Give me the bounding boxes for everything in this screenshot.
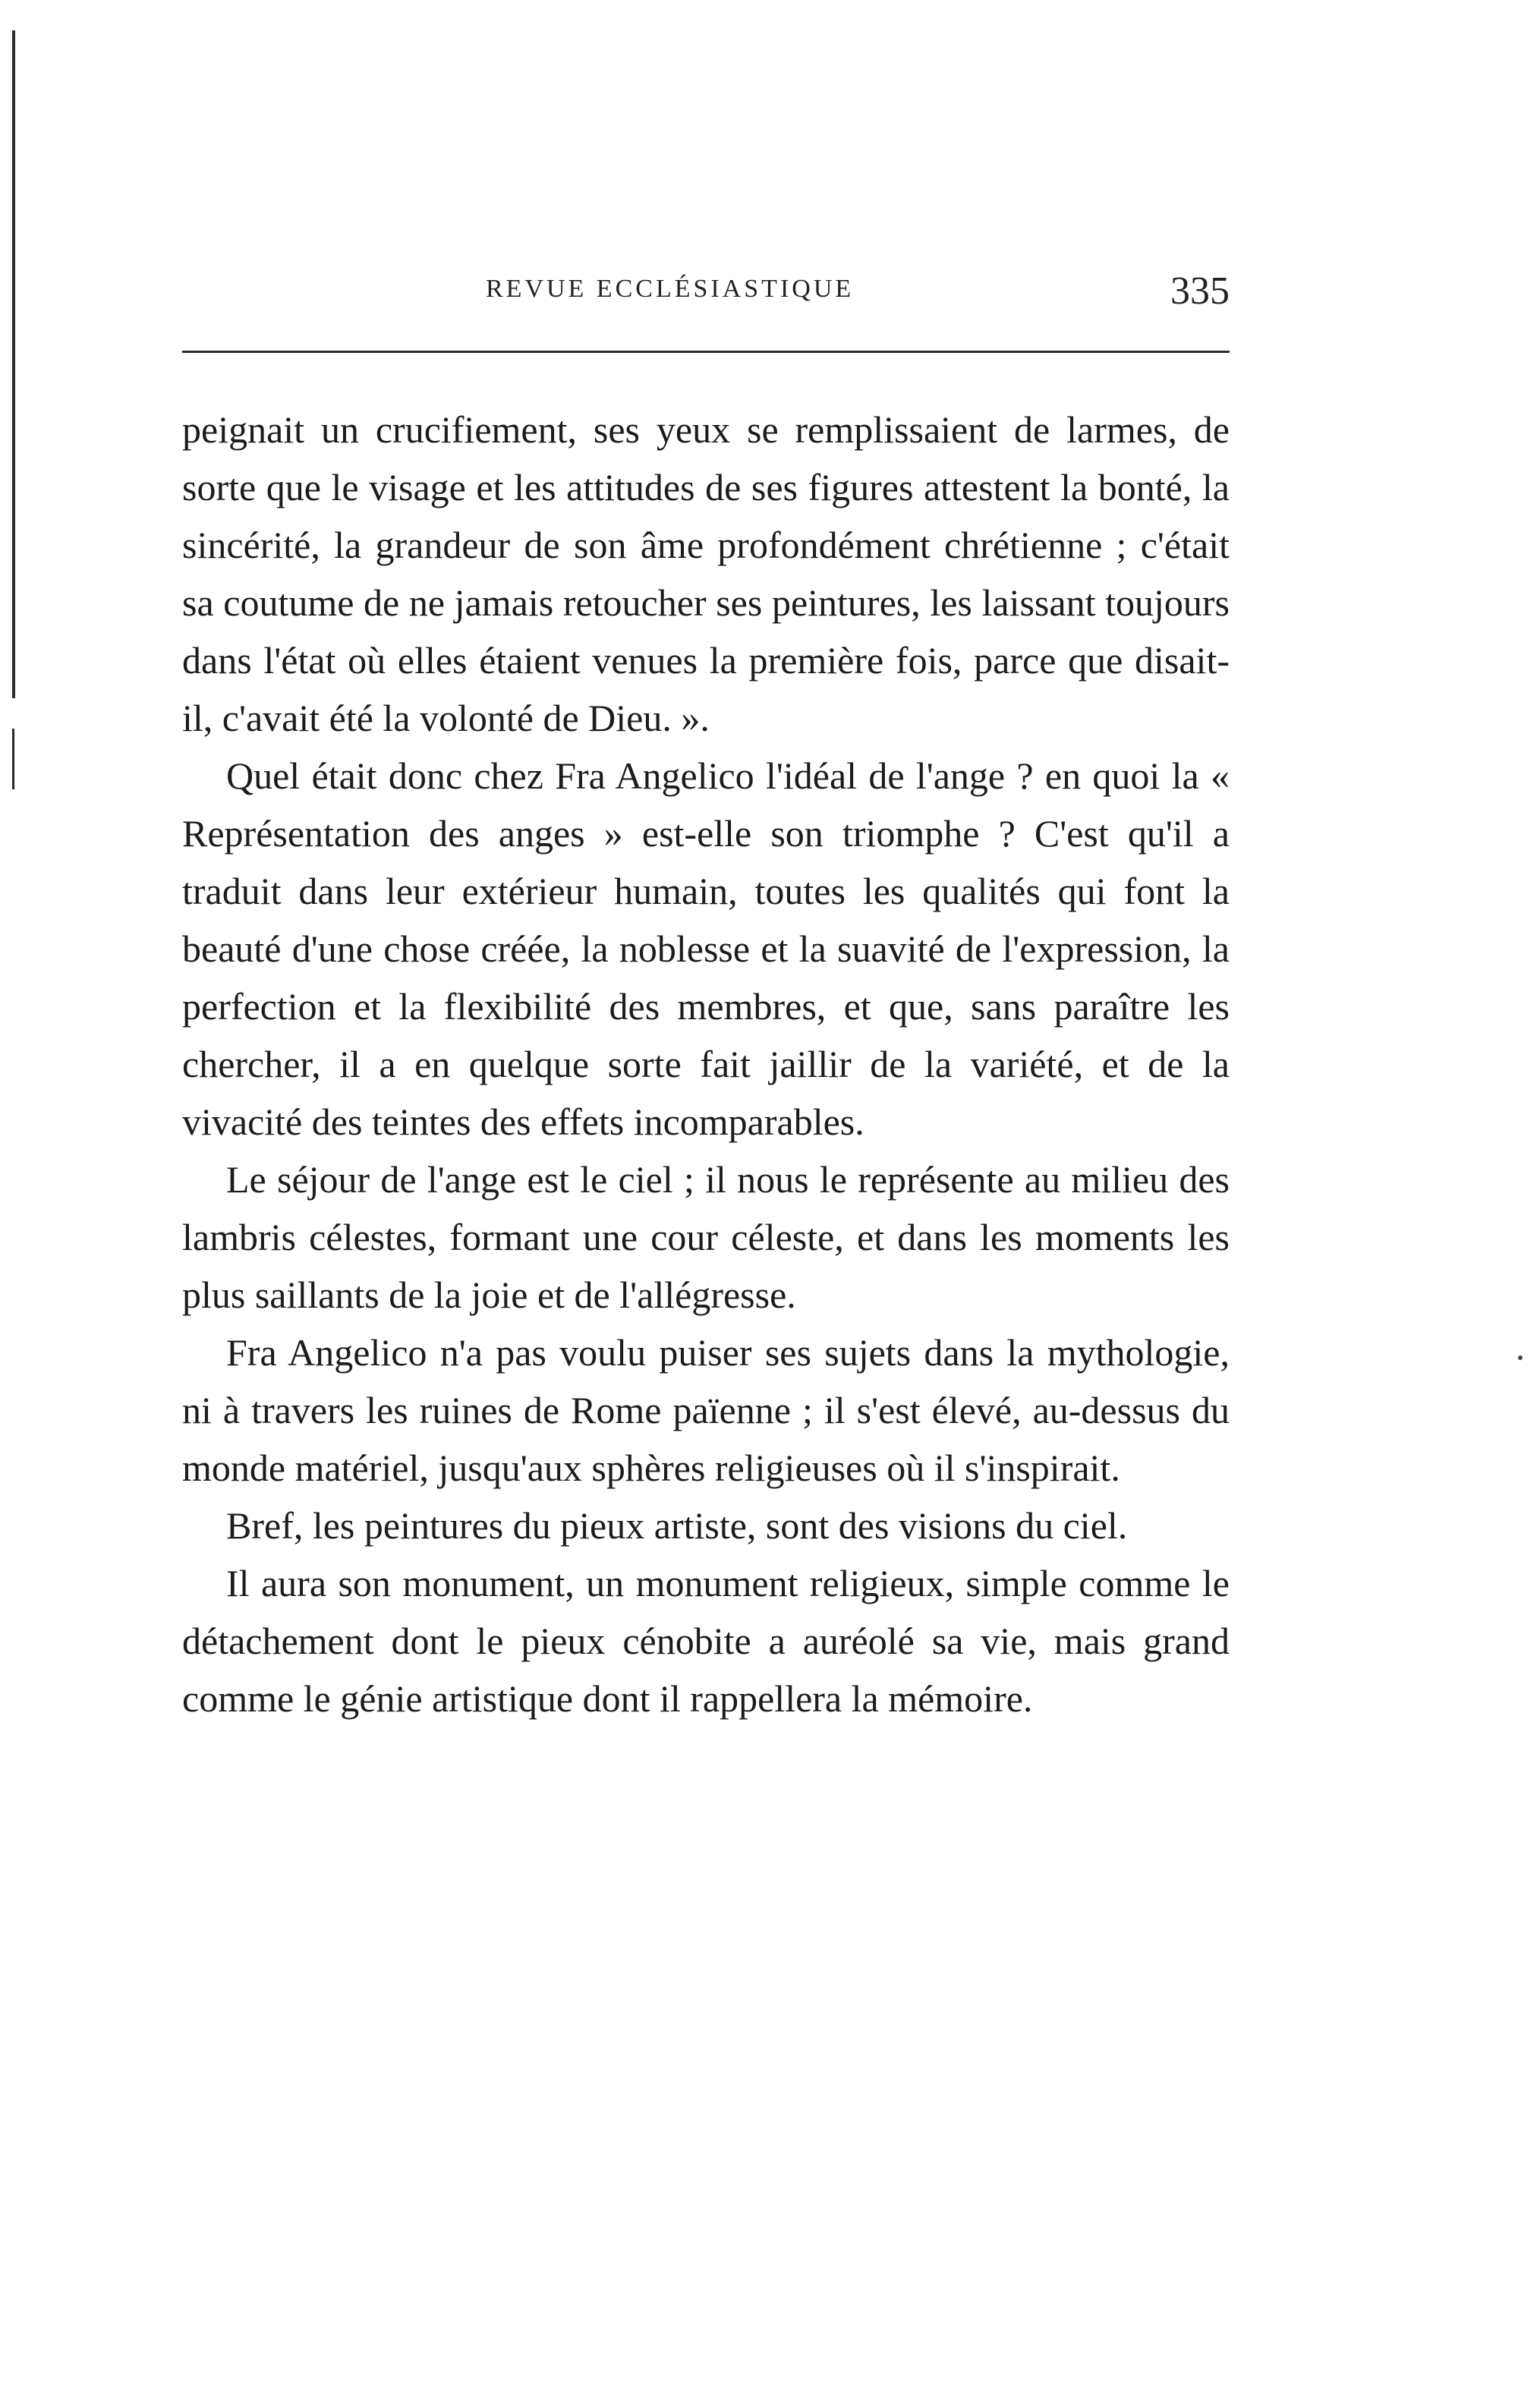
paragraph: Bref, les peintures du pieux artiste, sont des visions du ciel. — [226, 1504, 1128, 1547]
body-text — [182, 401, 1230, 1727]
page-number: 335 — [1170, 269, 1230, 313]
ink-speck — [1518, 1355, 1523, 1360]
paragraph: Le séjour de l'ange est le ciel ; il nous le représente au milieu des lambris célestes, formant une cour céleste, et dans les moments les plus saillants de la joie et de l'allégresse. — [182, 1158, 1230, 1316]
paragraph: Il aura son monument, un monument religieux, simple comme le détachement dont le pieux cénobite a auréolé sa vie, mais grand comme le génie artistique dont il rappellera la mémoire. — [182, 1562, 1230, 1720]
running-head — [182, 269, 1230, 320]
header-rule — [182, 351, 1230, 353]
paragraph: Fra Angelico n'a pas voulu puiser ses sujets dans la mythologie, ni à travers les ruines de Rome païenne ; il s'est élevé, au-dessus du monde matériel, jusqu'aux sphères religieuses où il s'inspirait. — [182, 1331, 1230, 1489]
running-title: REVUE ECCLÉSIASTIQUE — [486, 275, 855, 303]
paragraph: Quel était donc chez Fra Angelico l'idéal de l'ange ? en quoi la « Représentation des anges » est-elle son triomphe ? C'est qu'il a traduit dans leur extérieur humain, toutes les qualités qui font la beauté d'une chose créée, la noblesse et la suavité de l'expression, la perfection et la flexibilité des membres, et que, sans paraître les chercher, il a en quelque sorte fait jaillir de la variété, et de la vivacité des teintes des effets incomparables. — [182, 754, 1230, 1143]
paragraph: peignait un crucifiement, ses yeux se remplissaient de larmes, de sorte que le visage et les attitudes de ses figures attestent la bonté, la sincérité, la grandeur de son âme profondément chrétienne ; c'était sa coutume de ne jamais retoucher ses peintures, les laissant toujours dans l'état où elles étaient venues la première fois, parce que disait-il, c'avait été la volonté de Dieu. ». — [182, 408, 1230, 739]
